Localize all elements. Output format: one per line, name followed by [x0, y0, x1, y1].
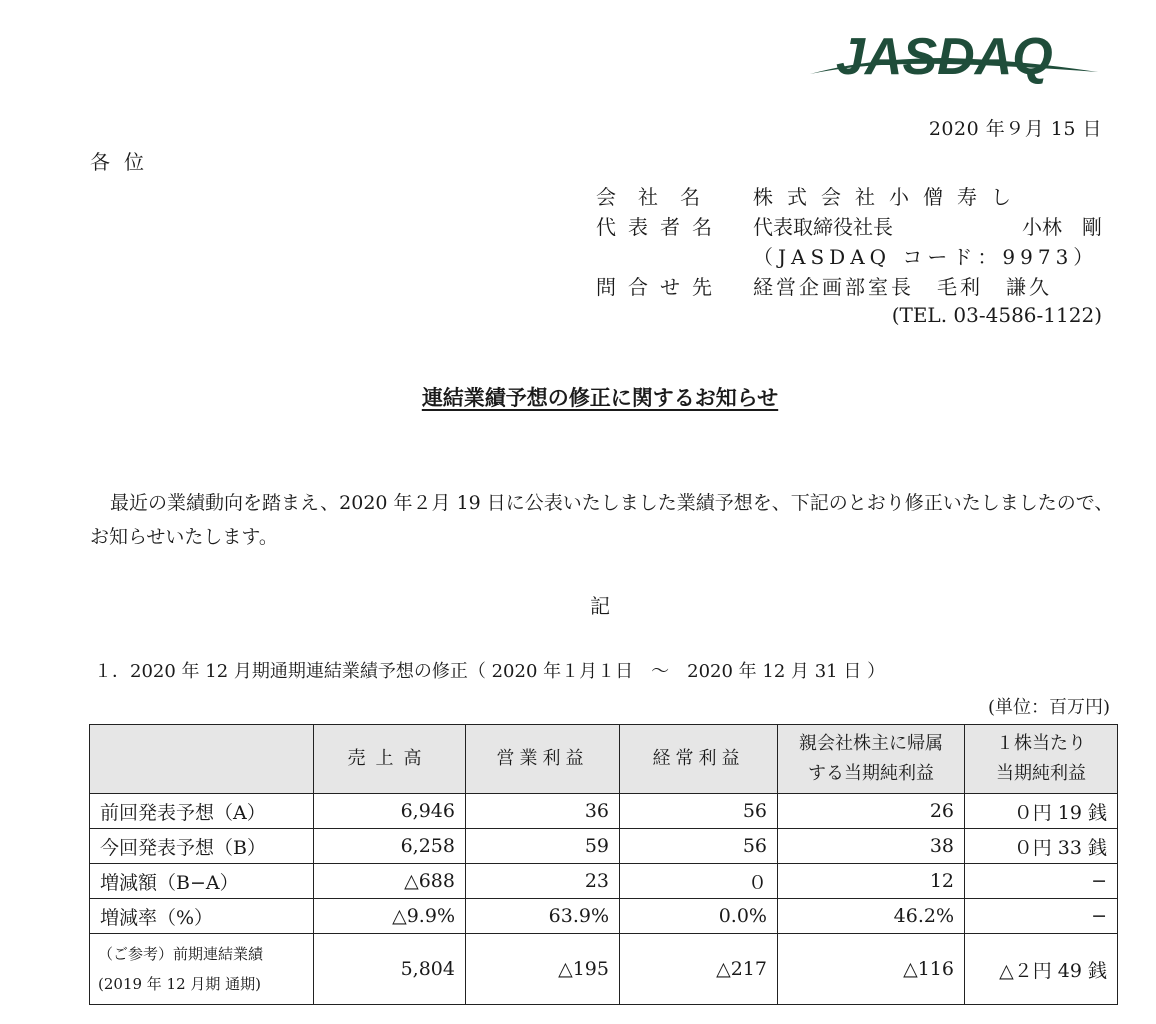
- cell-net: 26: [778, 794, 965, 829]
- ki-heading: 記: [590, 594, 610, 618]
- cell-sales: 6,258: [314, 829, 466, 864]
- recipient: 各位: [90, 150, 158, 174]
- cell-net: 46.2%: [778, 899, 965, 934]
- document-date: 2020 年９月 15 日: [928, 118, 1102, 140]
- cell-eps: ０円 33 銭: [965, 829, 1118, 864]
- rep-name: 小林 剛: [1022, 214, 1102, 239]
- header-eps: １株当たり 当期純利益: [965, 725, 1118, 794]
- row-label: 増減額（B−A）: [90, 864, 314, 899]
- representative-row: [596, 210, 1102, 240]
- reference-label: （ご参考）前期連結業績 (2019 年 12 月期 通期): [90, 934, 314, 1005]
- table-row: [90, 864, 1118, 899]
- section-heading: １．2020 年 12 月期通期連結業績予想の修正（ 2020 年１月１日 ～ 2020 年 12 月 31 日 ）: [94, 661, 886, 682]
- cell-ordinary: 56: [620, 794, 778, 829]
- cell-sales: △688: [314, 864, 466, 899]
- row-label: 増減率（%）: [90, 899, 314, 934]
- cell-operating: 59: [466, 829, 620, 864]
- row-label: 前回発表予想（A）: [90, 794, 314, 829]
- rep-label: 代表者名: [596, 214, 724, 239]
- header-ordinary-income: 経常利益: [620, 725, 778, 794]
- cell-operating: 23: [466, 864, 620, 899]
- cell-eps: −: [965, 864, 1118, 899]
- header-sales: 売上高: [314, 725, 466, 794]
- table-row: [90, 899, 1118, 934]
- cell-operating: 63.9%: [466, 899, 620, 934]
- cell-ordinary: 0.0%: [620, 899, 778, 934]
- jasdaq-logo: [808, 22, 1100, 90]
- tel-number: (TEL. 03-4586-1122): [891, 303, 1102, 327]
- header-blank: [90, 725, 314, 794]
- header-operating-income: 営業利益: [466, 725, 620, 794]
- unit-label: (単位：百万円): [987, 697, 1110, 718]
- contact-row: [596, 270, 1102, 300]
- cell-ordinary: ０: [620, 864, 778, 899]
- cell-ordinary: △217: [620, 934, 778, 1005]
- document-title: 連結業績予想の修正に関するお知らせ: [421, 385, 779, 410]
- rep-title: 代表取締役社長: [753, 214, 893, 239]
- company-label: 会社名: [596, 184, 722, 209]
- cell-operating: 36: [466, 794, 620, 829]
- cell-sales: 6,946: [314, 794, 466, 829]
- cell-net: △116: [778, 934, 965, 1005]
- cell-eps: △２円 49 銭: [965, 934, 1118, 1005]
- jasdaq-code: （JASDAQ コード：9973）: [753, 244, 1099, 269]
- table-row: [90, 829, 1118, 864]
- header-net-income: 親会社株主に帰属 する当期純利益: [778, 725, 965, 794]
- cell-eps: −: [965, 899, 1118, 934]
- cell-eps: ０円 19 銭: [965, 794, 1118, 829]
- tel-row: [596, 300, 1102, 330]
- cell-ordinary: 56: [620, 829, 778, 864]
- cell-sales: 5,804: [314, 934, 466, 1005]
- cell-operating: △195: [466, 934, 620, 1005]
- table-row-reference: [90, 934, 1118, 1005]
- body-paragraph: 最近の業績動向を踏まえ、2020 年２月 19 日に公表いたしました業績予想を、下記のとおり修正いたしましたので、お知らせいたします。: [90, 492, 1114, 548]
- cell-sales: △9.9%: [314, 899, 466, 934]
- row-label: 今回発表予想（B）: [90, 829, 314, 864]
- contact-label: 問合せ先: [596, 274, 724, 299]
- sender-block: [596, 180, 1102, 330]
- contact-person: 経営企画部室長 毛利 謙久: [753, 274, 1052, 299]
- table-row: [90, 794, 1118, 829]
- forecast-table: [89, 724, 1118, 1005]
- cell-net: 38: [778, 829, 965, 864]
- svg-text:JASDAQ: JASDAQ: [836, 28, 1053, 86]
- cell-net: 12: [778, 864, 965, 899]
- code-row: [596, 240, 1102, 270]
- company-row: [596, 180, 1102, 210]
- company-name: 株式会社小僧寿し: [753, 184, 1025, 209]
- table-header-row: [90, 725, 1118, 794]
